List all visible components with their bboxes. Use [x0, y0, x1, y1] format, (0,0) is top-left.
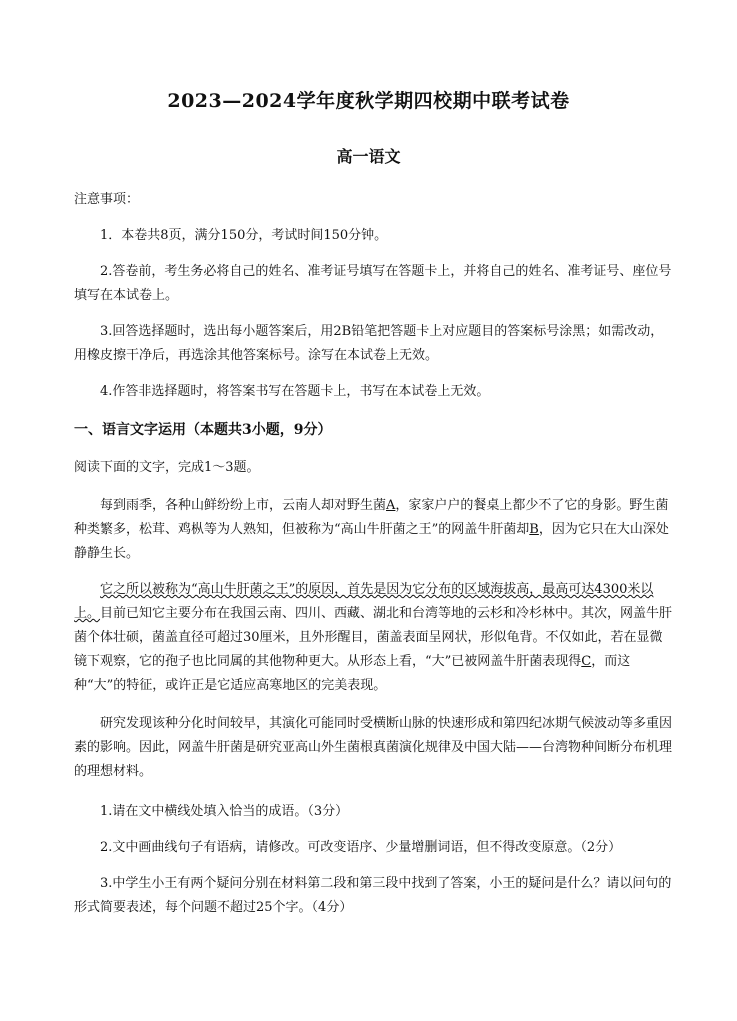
- exam-title: 2023—2024学年度秋学期四校期中联考试卷: [167, 90, 570, 112]
- exam-subject: 高一语文: [336, 147, 401, 166]
- section-heading: 一、语言文字运用（本题共3小题，9分）: [74, 422, 332, 438]
- blank-c: C: [581, 654, 592, 669]
- wavy-underlined-sentence: 它之所以被称为“高山牛肝菌之王”的原因，首先是因为它分布的区域海拔高，最高可达4300米以上。: [74, 582, 654, 621]
- note-item-4: 4.作答非选择题时，将答案书写在答题卡上，书写在本试卷上无效。: [100, 384, 490, 399]
- passage-paragraph-3: 研究发现该种分化时间较早，其演化可能同时受横断山脉的快速形成和第四纪冰期气候波动等多重因素的影响。因此，网盖牛肝菌是研究亚高山外生菌根真菌演化规律及中国大陆——台湾物种间断分布机理的理想材料。: [74, 716, 673, 779]
- blank-b: B: [529, 522, 539, 537]
- reading-instruction: 阅读下面的文字，完成1～3题。: [74, 460, 260, 475]
- note-item-3: 3.回答选择题时，选出每小题答案后，用2B铅笔把答题卡上对应题目的答案标号涂黑；如需改动，用橡皮擦干净后，再选涂其他答案标号。涂写在本试卷上无效。: [74, 324, 664, 363]
- note-item-2: 2.答卷前，考生务必将自己的姓名、准考证号填写在答题卡上，并将自己的姓名、准考证号、座位号填写在本试卷上。: [74, 264, 672, 303]
- passage-paragraph-2: [74, 578, 674, 698]
- question-1: 1.请在文中横线处填入恰当的成语。（3分）: [100, 804, 349, 819]
- para1-text-b: ，家家户户的餐桌上都少不了它的身影。野生菌种类繁多，松茸、鸡枞等为人熟知，但被称为“高山牛肝菌之王”的网盖牛肝菌却: [74, 498, 669, 537]
- passage-paragraph-1: [74, 494, 674, 566]
- para1-text-c: ，因为它只在大山深处静静生长。: [74, 522, 669, 561]
- para2-text-b: ，而这种“大”的特征，或许正是它适应高寒地区的完美表现。: [74, 654, 631, 693]
- question-2: 2.文中画曲线句子有语病，请修改。可改变语序、少量增删词语，但不得改变原意。（2分）: [100, 840, 622, 855]
- blank-a: A: [386, 498, 396, 513]
- notes-heading: 注意事项：: [74, 192, 140, 207]
- para2-text-a: 目前已知它主要分布在我国云南、四川、西藏、湖北和台湾等地的云杉和冷杉林中。其次，网盖牛肝菌个体壮硕，菌盖直径可超过30厘米，且外形醒目，菌盖表面呈网状，形似龟背。不仅如此，若在显微镜下观察，它的孢子也比同属的其他物种更大。从形态上看，“大”已被网盖牛肝菌表现得: [74, 606, 673, 669]
- para1-text-a: 每到雨季，各种山鲜纷纷上市，云南人却对野生菌: [100, 498, 387, 513]
- question-3: 3.中学生小王有两个疑问分别在材料第二段和第三段中找到了答案，小王的疑问是什么？请以问句的形式简要表述，每个问题不超过25个字。（4分）: [74, 876, 672, 915]
- note-item-1: 1．本卷共8页，满分150分，考试时间150分钟。: [100, 228, 388, 243]
